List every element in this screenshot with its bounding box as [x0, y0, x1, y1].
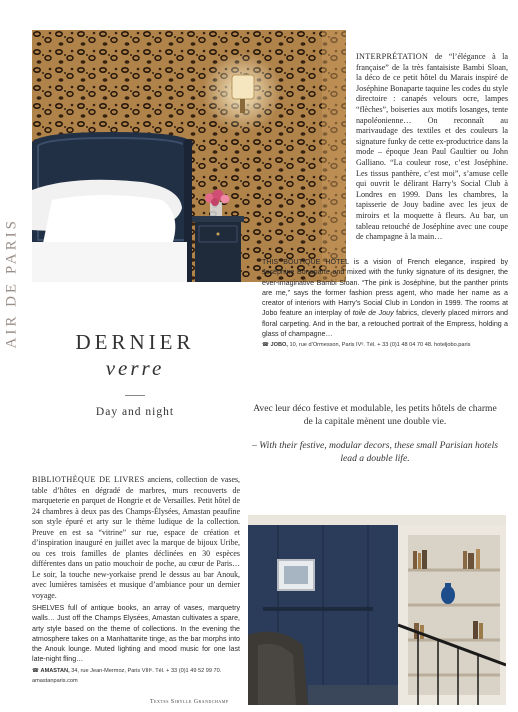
article-jobo-french-lead: INTERPRÉTATION [356, 52, 429, 61]
section-label: AIR DE PARIS [3, 218, 20, 349]
address-icon: ☎ [32, 667, 39, 674]
article-jobo-english-body2: fabrics, cleverly placed mirrors and floral carpeting. And in the bar, a retouched portrait of the Empress, holding a glass of champagne… [262, 309, 508, 339]
amastan-website: amastanparis.com [32, 678, 78, 685]
article-jobo-english [262, 257, 508, 351]
lead-english: – With their festive, modular decors, these small Parisian hotels lead a double life. [252, 440, 498, 464]
article-jobo-french [356, 52, 508, 243]
lead-french: Avec leur déco festive et modulable, les petits hôtels de charme de la capitale mènent une double vie. [253, 403, 497, 427]
headline-divider [125, 395, 145, 396]
article-amastan-french-lead: BIBLIOTHÈQUE DE LIVRES [32, 475, 145, 484]
headline-line1: DERNIER [75, 330, 195, 354]
headline-subtitle: Day and night [95, 406, 175, 418]
jobo-address [262, 340, 508, 350]
article-jobo-english-italic: toile de Jouy [352, 309, 394, 318]
jobo-address-name: JOBO, [270, 342, 288, 349]
headline-line2: verre [105, 356, 165, 380]
address-icon: ☎ [262, 342, 269, 349]
jobo-address-details: 10, rue d’Ormesson, Paris IVᵉ. Tél. + 33 (0)1 48 04 70 48. hoteljobo.paris [287, 342, 471, 349]
hotel-bar-photo [248, 515, 506, 705]
bedroom-illustration [32, 30, 346, 282]
article-amastan-english [32, 603, 240, 686]
amastan-address-name: AMASTAN, [40, 667, 70, 674]
amastan-address-details: 34, rue Jean-Mermoz, Paris VIIIᵉ. Tél. + 33 (0)1 49 52 99 70. [69, 667, 222, 674]
article-amastan-french-body: anciens, collection de vases, table d’hôtes en dégradé de marbres, murs recouverts de marqueterie en parquet de Hongrie et de Versailles. Petit hôtel de 24 chambres à deux pas des Champs-Élysées, Amastan peaufine son style épuré et arty sur le thème ludique de la collection. Preuve en est sa “vitrine” sur rue, espace de création et d’inspiration inauguré en juillet avec la marque de bijoux Uribe, ou ces trois familles de plantes déclinées en 30 espèces différentes dans un patio mouchoir de poche, au cœur de Paris… Le soir, la touche new-yorkaise prend le dessus au bar Anouk, avec lumières tamisées et musique d’ambiance pour un dernier voyage. [32, 475, 240, 600]
amastan-address [32, 666, 240, 676]
bar-illustration [248, 515, 506, 705]
article-jobo-english-body: THIS BOUTIQUE HOTEL is a vision of French elegance, inspired by Joséphine Bonaparte and mixed with the funky signature of its designer, the ever-imaginative Bambi Sloan. “The pink is Joséphine, but the panther prints are me,” says the former fashion press agent, who made her name as a creator of interiors with Harry’s Social Club in London in 1999. The rooms at Jobo feature an interplay of [262, 258, 508, 318]
hotel-bedroom-photo [32, 30, 346, 282]
text-credits: Textes Sibylle Grandchamp [150, 699, 229, 705]
article-amastan-french [32, 475, 240, 601]
article-amastan-english-body: SHELVES full of antique books, an array of vases, marquetry walls… Just off the Champs Elysées, Amastan cultivates a spare, arty style based on the theme of collections. In the evening the atmosphere takes on a Manhattanite tinge, as the bar morphs into the Anouk lounge. Muted lighting and mood music for one last late-night fling… [32, 604, 240, 664]
article-jobo-french-body: de “l’élégance à la française” de la très fantaisiste Bambi Sloan, la déco de ce petit hôtel du Marais inspiré de Joséphine Bonaparte taquine les codes du style directoire : canapés velours ocre, lampes “flèches”, boiseries aux motifs losanges, tente napoléonienne… On reconnaît au marivaudage des textiles et des couleurs la signature funky de cette ex-productrice dans la mode – époque Jean Paul Gaultier ou John Galliano. “La couleur rose, c’est Joséphine. Les tissus panthère, c’est moi”, s’amuse celle qui ouvrit le délirant Harry’s Social Club à Londres en 1999. Dans les chambres, la tapisserie de Jouy badine avec les jeux de miroirs et la moquette à fleurs. Au bar, un tableau retouché de Joséphine avec une coupe de champagne à la main… [356, 52, 508, 242]
